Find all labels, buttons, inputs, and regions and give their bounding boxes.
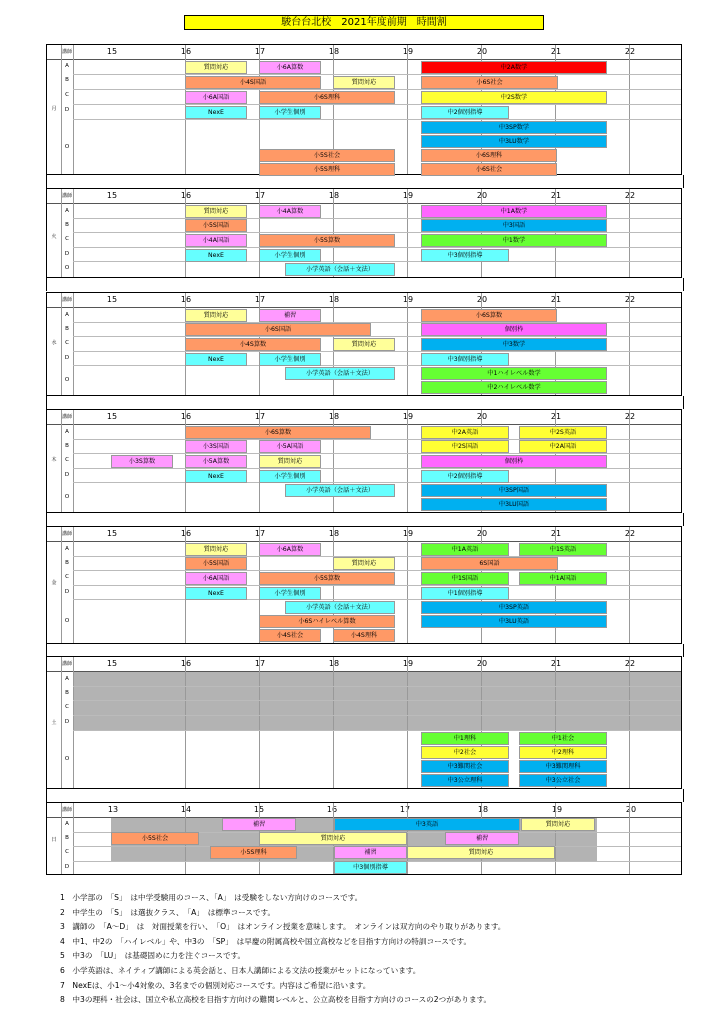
- class-block: 中2理科: [519, 746, 607, 759]
- hour-label: 19: [402, 47, 414, 56]
- class-block: 質問対応: [521, 818, 595, 831]
- hour-label: 20: [476, 47, 488, 56]
- row-label: C: [65, 340, 69, 346]
- row-label: D: [64, 251, 70, 257]
- class-block: 中1A国語: [519, 572, 607, 585]
- row-label: D: [64, 355, 70, 361]
- class-block: 小6A国語: [185, 572, 247, 585]
- class-block: 小4S理科: [333, 629, 395, 642]
- schedule-thursday: [46, 409, 682, 513]
- hour-label: 16: [180, 659, 192, 668]
- time-header: [47, 45, 681, 60]
- class-block: 小5S社会: [259, 149, 395, 162]
- schedule-sunday: [46, 802, 682, 875]
- schedule-tuesday: [46, 188, 682, 278]
- hour-label: 17: [254, 412, 266, 421]
- row-label: A: [65, 546, 69, 552]
- class-block: 質問対応: [259, 455, 321, 468]
- note: 7 NexEは、小1～小4対象の、3名までの個別対応コースです。内容はご希望に沿います。: [60, 980, 371, 990]
- hour-label: 20: [625, 805, 637, 814]
- class-block: 質問対応: [185, 543, 247, 556]
- class-block: 小学生個別: [259, 353, 321, 366]
- row-label: C: [65, 704, 69, 710]
- hour-label: 20: [476, 529, 488, 538]
- class-block: 個別枠: [421, 455, 607, 468]
- hour-label: 19: [402, 659, 414, 668]
- hour-label: 20: [476, 412, 488, 421]
- note: 2 中学生の 「S」 は選抜クラス、 「A」 は標準コースです。: [60, 907, 276, 917]
- teacher-header: 講師: [62, 49, 73, 55]
- row-label: O: [64, 265, 70, 271]
- class-block: 中2S国語: [421, 440, 509, 453]
- class-block: 中2個別指導: [421, 106, 509, 119]
- class-block: 補習: [259, 309, 321, 322]
- hour-label: 22: [624, 659, 636, 668]
- row-label: D: [64, 864, 70, 870]
- class-block: 質問対応: [185, 309, 247, 322]
- schedule-monday: [46, 44, 682, 175]
- row-label: B: [65, 835, 69, 841]
- hour-label: 16: [180, 295, 192, 304]
- page-title: 駿台台北校 2021年度前期 時間割: [184, 15, 544, 30]
- hour-label: 21: [550, 529, 562, 538]
- teacher-header: 講師: [62, 193, 73, 199]
- class-block: 小5A算数: [185, 455, 247, 468]
- hour-label: 15: [253, 805, 265, 814]
- schedule-wednesday: [46, 292, 682, 396]
- row-label: C: [65, 236, 69, 242]
- hour-label: 16: [326, 805, 338, 814]
- row-label: O: [64, 756, 70, 762]
- hour-label: 21: [550, 659, 562, 668]
- schedule-friday: [46, 526, 682, 644]
- time-header: [47, 657, 681, 672]
- note: 4 中1、中2の 「ハイレベル」や、中3の 「SP」 は早慶の附属高校や国立高校などを目指す方向けの特訓コースです。: [60, 936, 472, 946]
- class-block: 中3英語: [334, 818, 520, 831]
- time-header: [47, 803, 681, 818]
- day-label: 月: [51, 106, 57, 112]
- row-label: A: [65, 429, 69, 435]
- note: 1 小学部の 「S」 は中学受験用のコース、「A」 は受験をしない方向けのコースです。: [60, 893, 363, 902]
- hour-label: 18: [328, 529, 340, 538]
- class-block: 中2個別指導: [421, 470, 509, 483]
- class-block: 小6Sハイレベル算数: [259, 615, 395, 628]
- row-label: O: [64, 377, 70, 383]
- class-block: 小6S算数: [185, 426, 371, 439]
- class-block: 小6S理科: [421, 149, 557, 162]
- hour-label: 15: [106, 412, 118, 421]
- class-block: 中1A数学: [421, 205, 607, 218]
- hour-label: 17: [254, 47, 266, 56]
- row-label: O: [64, 618, 70, 624]
- class-block: 小6S理科: [259, 91, 395, 104]
- class-block: 中1理科: [421, 732, 509, 745]
- class-block: 小6S算数: [421, 309, 557, 322]
- hour-label: 15: [106, 47, 118, 56]
- row-label: A: [65, 312, 69, 318]
- schedule-saturday: [46, 656, 682, 789]
- class-block: NexE: [185, 353, 247, 366]
- class-block: 小5S国語: [185, 219, 247, 232]
- class-block: 小5S算数: [259, 234, 395, 247]
- hour-label: 17: [254, 529, 266, 538]
- row-label: C: [65, 92, 69, 98]
- class-block: 中1A英語: [421, 543, 509, 556]
- class-block: 中3SP数学: [421, 121, 607, 134]
- hour-label: 15: [106, 659, 118, 668]
- teacher-header: 講師: [62, 807, 73, 813]
- class-block: 6S国語: [421, 557, 558, 570]
- class-block: 小4S国語: [185, 76, 321, 89]
- class-block: 中3数学: [421, 338, 607, 351]
- hour-label: 14: [180, 805, 192, 814]
- teacher-header: 講師: [62, 661, 73, 667]
- row-label: B: [65, 326, 69, 332]
- class-block: 中2A英語: [421, 426, 509, 439]
- hour-label: 20: [476, 295, 488, 304]
- day-label: 金: [51, 580, 57, 586]
- class-block: 小学英語（会話＋文法）: [285, 367, 395, 380]
- class-block: 中3個別指導: [421, 353, 509, 366]
- note: 5 中3の 「LU」 は基礎固めに力を注ぐコースです。: [60, 951, 246, 961]
- row-label: A: [65, 821, 69, 827]
- class-block: 小6S国語: [185, 323, 371, 336]
- class-block: 質問対応: [407, 846, 555, 859]
- class-block: 小6S社会: [421, 163, 557, 176]
- note: 8 中3の理科・社会は、国立や私立高校を目指す方向けの難関レベルと、公立高校を目指す方向けのコースの2つがあります。: [60, 995, 492, 1005]
- class-block: 補習: [334, 846, 407, 859]
- hour-label: 18: [477, 805, 489, 814]
- row-label: B: [65, 690, 69, 696]
- row-label: O: [64, 494, 70, 500]
- class-block: 質問対応: [333, 76, 395, 89]
- class-block: 小6S社会: [421, 76, 558, 89]
- day-label: 木: [51, 457, 57, 463]
- hour-label: 16: [180, 412, 192, 421]
- teacher-header: 講師: [62, 414, 73, 420]
- class-block: 小4A国語: [185, 234, 247, 247]
- class-block: 中3難関理科: [519, 760, 607, 773]
- row-label: B: [65, 222, 69, 228]
- row-label: O: [64, 144, 70, 150]
- class-block: 小3S国語: [185, 440, 247, 453]
- day-label: 火: [51, 234, 57, 240]
- class-block: NexE: [185, 587, 247, 600]
- class-block: 小学生個別: [259, 249, 321, 262]
- class-block: 質問対応: [185, 61, 247, 74]
- class-block: 中2S数学: [421, 91, 607, 104]
- row-label: A: [65, 63, 69, 69]
- hour-label: 22: [624, 47, 636, 56]
- class-block: 小4S社会: [259, 629, 321, 642]
- class-block: 小5S理科: [210, 846, 297, 859]
- class-block: 中3SP国語: [421, 484, 607, 497]
- row-label: A: [65, 208, 69, 214]
- class-block: 中3個別指導: [334, 861, 407, 874]
- hour-label: 15: [106, 295, 118, 304]
- time-header: [47, 189, 681, 204]
- hour-label: 18: [328, 412, 340, 421]
- class-block: 小6A国語: [185, 91, 247, 104]
- class-block: 小5S社会: [111, 832, 199, 845]
- hour-label: 19: [402, 412, 414, 421]
- hour-label: 17: [254, 295, 266, 304]
- class-block: 中1ハイレベル数学: [421, 367, 607, 380]
- class-block: 小6A算数: [259, 543, 321, 556]
- class-block: 小学英語（会話＋文法）: [285, 484, 395, 497]
- hour-label: 20: [476, 659, 488, 668]
- class-block: NexE: [185, 106, 247, 119]
- class-block: 小4A算数: [259, 205, 321, 218]
- class-block: 中2A数学: [421, 61, 607, 74]
- time-header: [47, 410, 681, 425]
- class-block: 小学英語（会話＋文法）: [285, 263, 395, 276]
- class-block: 中3公立理科: [421, 774, 509, 787]
- hour-label: 18: [328, 295, 340, 304]
- class-block: 補習: [222, 818, 296, 831]
- class-block: 小学生個別: [259, 587, 321, 600]
- class-block: 小4S算数: [185, 338, 321, 351]
- class-block: 小5S算数: [259, 572, 395, 585]
- hour-label: 17: [399, 805, 411, 814]
- class-block: 中2ハイレベル数学: [421, 381, 607, 394]
- note: 6 小学英語は、ネイティブ講師による英会話と、日本人講師による文法の授業がセットになっています。: [60, 965, 421, 975]
- hour-label: 16: [180, 191, 192, 200]
- hour-label: 22: [624, 191, 636, 200]
- hour-label: 20: [476, 191, 488, 200]
- row-label: A: [65, 676, 69, 682]
- hour-label: 15: [106, 191, 118, 200]
- class-block: 小学英語（会話＋文法）: [285, 601, 395, 614]
- time-header: [47, 293, 681, 308]
- class-block: 中3個別指導: [421, 249, 509, 262]
- class-block: 中1S英語: [519, 543, 607, 556]
- class-block: 個別枠: [421, 323, 607, 336]
- row-label: C: [65, 574, 69, 580]
- hour-label: 22: [624, 412, 636, 421]
- row-label: D: [64, 107, 70, 113]
- row-label: D: [64, 589, 70, 595]
- hour-label: 16: [180, 529, 192, 538]
- class-block: 中3SP英語: [421, 601, 607, 614]
- hour-label: 17: [254, 191, 266, 200]
- class-block: 小6A算数: [259, 61, 321, 74]
- hour-label: 19: [402, 191, 414, 200]
- row-label: D: [64, 719, 70, 725]
- teacher-header: 講師: [62, 531, 73, 537]
- class-block: 小5A国語: [259, 440, 321, 453]
- hour-label: 17: [254, 659, 266, 668]
- hour-label: 16: [180, 47, 192, 56]
- row-label: B: [65, 443, 69, 449]
- day-label: 土: [51, 720, 57, 726]
- class-block: 中3国語: [421, 219, 607, 232]
- hour-label: 19: [551, 805, 563, 814]
- class-block: 中2A国語: [519, 440, 607, 453]
- class-block: 小5S理科: [259, 163, 395, 176]
- class-block: 中1個別指導: [421, 587, 509, 600]
- hour-label: 22: [624, 529, 636, 538]
- class-block: 中1S国語: [421, 572, 509, 585]
- class-block: 中1社会: [519, 732, 607, 745]
- hour-label: 18: [328, 659, 340, 668]
- row-label: C: [65, 457, 69, 463]
- hour-label: 13: [107, 805, 119, 814]
- day-label: 水: [51, 340, 57, 346]
- hour-label: 21: [550, 47, 562, 56]
- hour-label: 21: [550, 191, 562, 200]
- class-block: 中3LU国語: [421, 498, 607, 511]
- hour-label: 21: [550, 295, 562, 304]
- class-block: 中1数学: [421, 234, 607, 247]
- class-block: 中3LU英語: [421, 615, 607, 628]
- hour-label: 19: [402, 529, 414, 538]
- row-label: B: [65, 560, 69, 566]
- row-label: D: [64, 472, 70, 478]
- class-block: NexE: [185, 470, 247, 483]
- hour-label: 22: [624, 295, 636, 304]
- class-block: 質問対応: [333, 557, 395, 570]
- time-header: [47, 527, 681, 542]
- class-block: 質問対応: [333, 338, 395, 351]
- hour-label: 19: [402, 295, 414, 304]
- class-block: 小5S国語: [185, 557, 247, 570]
- class-block: 小3S算数: [111, 455, 173, 468]
- class-block: 中3公立社会: [519, 774, 607, 787]
- class-block: 中3LU数学: [421, 135, 607, 148]
- class-block: 小学生個別: [259, 106, 321, 119]
- class-block: 補習: [445, 832, 519, 845]
- class-block: 中2社会: [421, 746, 509, 759]
- hour-label: 18: [328, 47, 340, 56]
- class-block: 小学生個別: [259, 470, 321, 483]
- class-block: 中3難関社会: [421, 760, 509, 773]
- class-block: NexE: [185, 249, 247, 262]
- teacher-header: 講師: [62, 297, 73, 303]
- class-block: 質問対応: [259, 832, 407, 845]
- class-block: 質問対応: [185, 205, 247, 218]
- note: 3 講師の 「A～D」 は 対面授業を行い、 「O」 はオンライン授業を意味します。 オンラインは双方向のやり取りがあります。: [60, 922, 506, 932]
- footnotes: [60, 891, 505, 1008]
- row-label: B: [65, 77, 69, 83]
- hour-label: 21: [550, 412, 562, 421]
- day-label: 日: [51, 837, 57, 843]
- class-block: 中2S英語: [519, 426, 607, 439]
- hour-label: 15: [106, 529, 118, 538]
- hour-label: 18: [328, 191, 340, 200]
- row-label: C: [65, 849, 69, 855]
